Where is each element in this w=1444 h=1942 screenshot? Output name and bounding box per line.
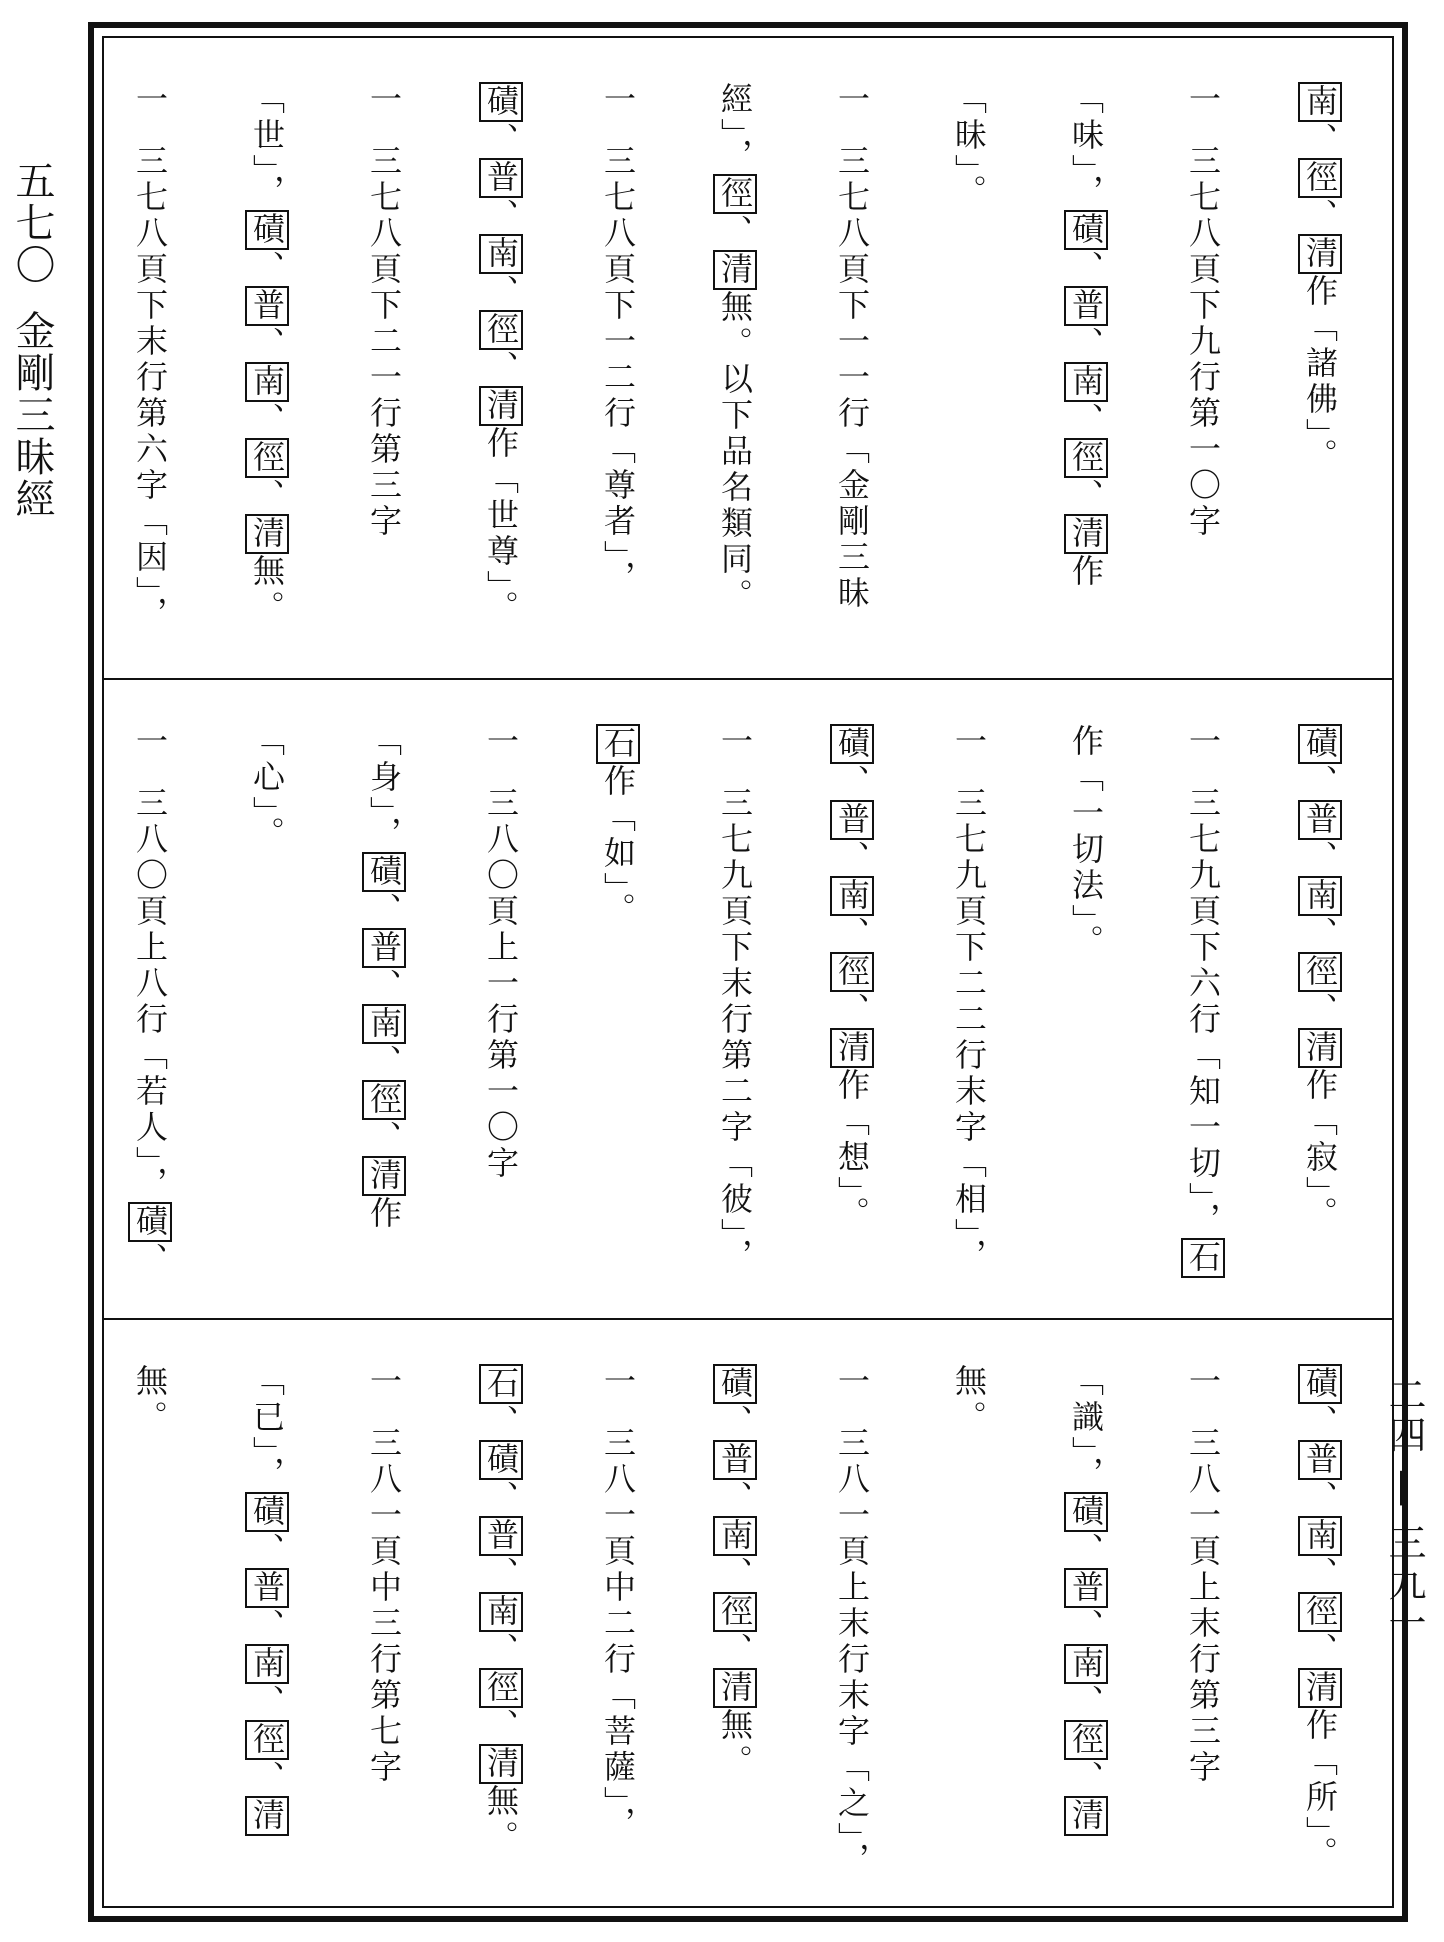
entry-marker: 一 — [1184, 82, 1222, 118]
entry-text: 三八〇頁上一行第一〇字「身」，磧、普、南、徑、清作「心」。 — [248, 724, 520, 1232]
entry-marker: 一 — [131, 82, 169, 118]
collation-columns — [118, 1364, 1378, 1898]
collation-section-2 — [104, 678, 1392, 1320]
collation-entry — [442, 82, 676, 658]
collation-entry — [559, 724, 793, 1300]
collation-entry — [910, 82, 1261, 658]
entry-text: 三七九頁下末行第二字「彼」，石作「如」。 — [596, 724, 754, 1274]
entry-text: 磧、普、南、徑、清作「寂」。 — [1298, 724, 1342, 1232]
collation-entry — [910, 1364, 1261, 1898]
left-margin-header — [4, 160, 60, 520]
entry-marker: 一 — [716, 724, 754, 760]
entry-text: 三八一頁中二行「菩薩」，石、磧、普、南、徑、清無。 — [479, 1364, 637, 1856]
collation-section-1 — [104, 38, 1392, 678]
entry-marker: 一 — [131, 724, 169, 760]
collation-entry — [676, 82, 910, 658]
collation-entry — [208, 82, 442, 658]
entry-marker: 一 — [1184, 1364, 1222, 1400]
entry-text: 三七九頁下六行「知一切」，石作「一切法」。 — [1067, 724, 1225, 1278]
page-frame-inner — [102, 36, 1394, 1908]
collation-section-3 — [104, 1318, 1392, 1918]
page-number: 五七〇 — [9, 160, 55, 286]
volume-page-number: 二四 — 三九一 — [1382, 1375, 1426, 1644]
entry-text: 磧、普、南、徑、清作「所」。 — [1298, 1364, 1342, 1872]
entry-marker: 一 — [599, 82, 637, 118]
entry-text: 三八一頁上末行末字「之」，磧、普、南、徑、清無。 — [713, 1364, 871, 1878]
collation-entry — [1261, 1364, 1378, 1898]
entry-marker: 一 — [1184, 724, 1222, 760]
collation-entry — [1261, 724, 1378, 1300]
entry-text: 南、徑、清作「諸佛」。 — [1298, 82, 1342, 474]
entry-text: 三八一頁中三行第七字「已」，磧、普、南、徑、清無。 — [131, 1364, 403, 1834]
collation-columns — [118, 82, 1378, 658]
collation-entry — [104, 1364, 442, 1898]
collation-entry — [1261, 82, 1378, 658]
entry-marker: 一 — [833, 1364, 871, 1400]
collation-entry — [208, 724, 559, 1300]
entry-text: 三七八頁下末行第六字「因」， — [104, 82, 169, 632]
entry-text: 三七九頁下二二行末字「相」，磧、普、南、徑、清作「想」。 — [830, 724, 988, 1274]
entry-text: 三七八頁下一一行「金剛三昧經」，徑、清無。以下品名類同。 — [713, 82, 871, 614]
entry-text: 三七八頁下一二行「尊者」，磧、普、南、徑、清作「世尊」。 — [479, 82, 637, 626]
entry-text: 三八一頁上末行第三字「識」，磧、普、南、徑、清無。 — [950, 1364, 1222, 1834]
collation-entry — [676, 1364, 910, 1898]
collation-entry — [793, 724, 1027, 1300]
entry-marker: 一 — [950, 724, 988, 760]
page-frame — [88, 22, 1408, 1922]
collation-columns — [118, 724, 1378, 1300]
collation-entry — [104, 724, 208, 1300]
entry-text: 三七八頁下九行第一〇字「味」，磧、普、南、徑、清作「昧」。 — [950, 82, 1222, 590]
sutra-title: 金剛三昧經 — [9, 310, 55, 520]
entry-text: 三八〇頁上八行「若人」，磧、 — [104, 724, 172, 1278]
entry-marker: 一 — [833, 82, 871, 118]
collation-entry — [1027, 724, 1261, 1300]
collation-entry — [104, 82, 208, 658]
entry-text: 三七八頁下二一行第三字「世」，磧、普、南、徑、清無。 — [245, 82, 403, 626]
entry-marker: 一 — [365, 1364, 403, 1400]
entry-marker: 一 — [599, 1364, 637, 1400]
entry-marker: 一 — [365, 82, 403, 118]
entry-marker: 一 — [482, 724, 520, 760]
collation-entry — [442, 1364, 676, 1898]
